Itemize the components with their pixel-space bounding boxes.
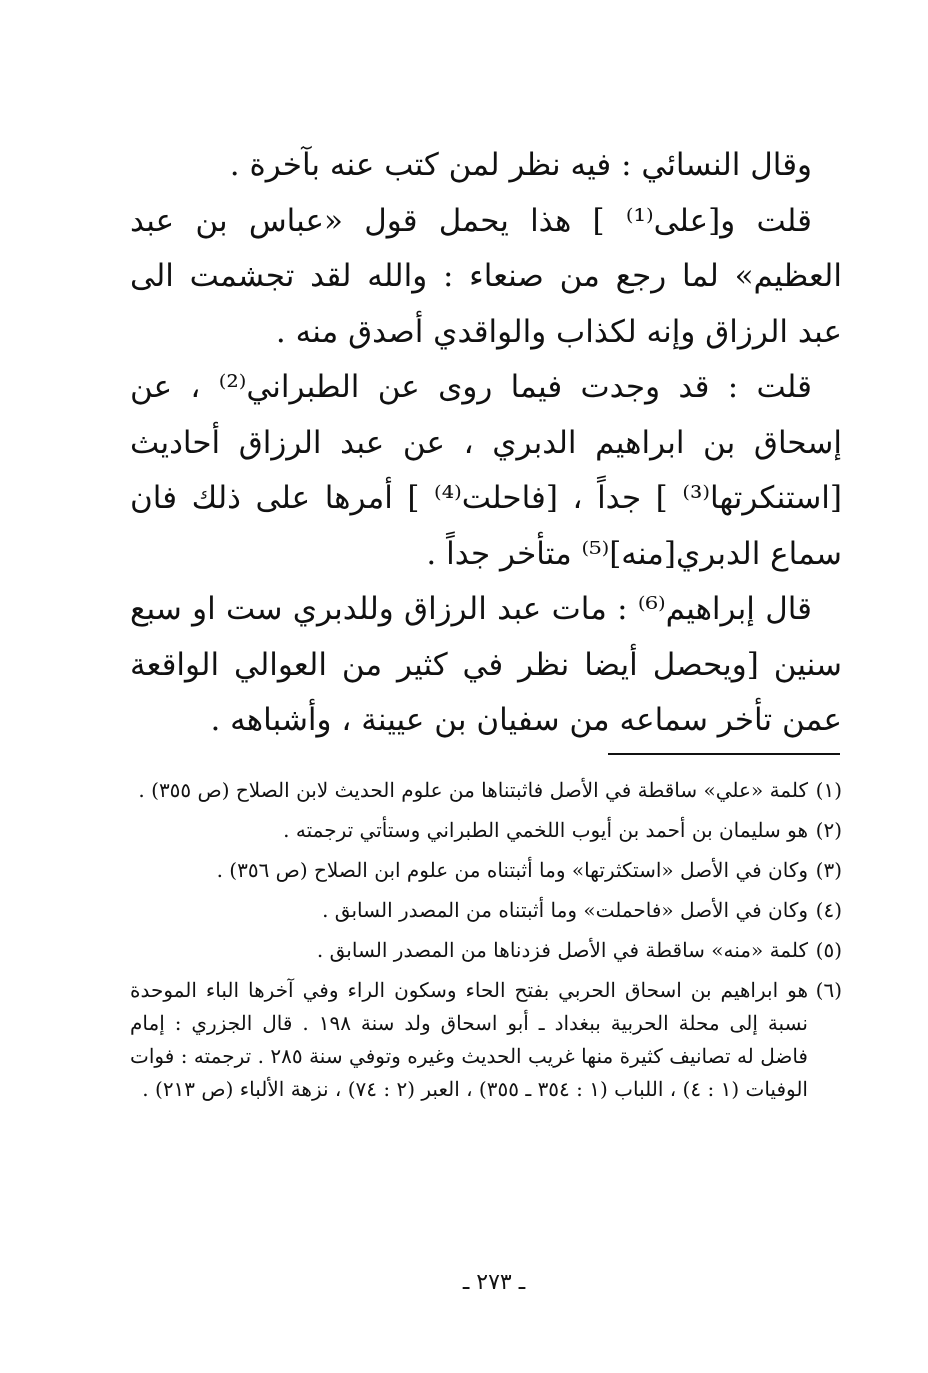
footnote-4 — [130, 894, 842, 927]
footnote-text: وكان في الأصل «فاحملت» وما أثبتناه من المصدر السابق . — [322, 898, 808, 922]
footnote-number: (٢) — [815, 818, 842, 842]
footnote-6 — [130, 974, 842, 1106]
footnote-text: هو سليمان بن أحمد بن أيوب اللخمي الطبراني وستأتي ترجمته . — [283, 818, 808, 842]
main-text — [130, 138, 842, 749]
paragraph-1: وقال النسائي : فيه نظر لمن كتب عنه بآخرة . — [229, 147, 812, 183]
footnote-text: كلمة «علي» ساقطة في الأصل فاثبتناها من علوم الحديث لابن الصلاح (ص ٣٥٥) . — [138, 778, 808, 802]
footnote-1 — [130, 774, 842, 807]
footnotes — [130, 774, 842, 1113]
page-number — [0, 1268, 928, 1298]
paragraph-4: قال إبراهيم⁽⁶⁾ : مات عبد الرزاق وللدبري ست او سبع سنين [ويحصل أيضا نظر في كثير من العوالي الواقعة عمن تأخر سماعه من سفيان بن عيينة ، وأشباهه . — [130, 591, 842, 738]
footnote-number: (٤) — [815, 898, 842, 922]
footnote-2 — [130, 814, 842, 847]
footnote-3 — [130, 854, 842, 887]
paragraph-2: قلت و[على⁽¹⁾ ] هذا يحمل قول «عباس بن عبد العظيم» لما رجع من صنعاء : والله لقد تجشمت الى عبد الرزاق وإنه لكذاب والواقدي أصدق منه . — [130, 202, 842, 350]
paragraph-3: قلت : قد وجدت فيما روى عن الطبراني⁽²⁾ ، عن إسحاق بن ابراهيم الدبري ، عن عبد الرزاق أحاديث [استنكرتها⁽³⁾ ] جداً ، [فاحلت⁽⁴⁾ ] أمرها على ذلك فان سماع الدبري[منه]⁽⁵⁾ متأخر جداً . — [130, 369, 842, 572]
footnote-text: وكان في الأصل «استكثرتها» وما أثبتناه من علوم ابن الصلاح (ص ٣٥٦) . — [216, 858, 808, 882]
footnote-5 — [130, 934, 842, 967]
footnote-number: (٦) — [815, 978, 842, 1002]
footnote-number: (١) — [815, 778, 842, 802]
footnote-number: (٣) — [815, 858, 842, 882]
footnote-text: هو ابراهيم بن اسحاق الحربي بفتح الحاء وسكون الراء وفي آخرها الباء الموحدة نسبة إلى محلة الحربية ببغداد ـ أبو اسحاق ولد سنة ١٩٨ . قال الجزري : إمام فاضل له تصانيف كثيرة منها غريب الحديث وغيره وتوفي سنة ٢٨٥ . ترجمته : فوات الوفيات (١ : ٤) ، اللباب (١ : ٣٥٤ ـ ٣٥٥) ، العبر (٢ : ٧٤) ، نزهة الألباء (ص ٢١٣) . — [130, 978, 808, 1101]
page-number-text: ـ ٢٧٣ ـ — [462, 1270, 526, 1295]
footnote-text: كلمة «منه» ساقطة في الأصل فزدناها من المصدر السابق . — [316, 938, 808, 962]
footnote-divider — [608, 753, 840, 755]
footnote-number: (٥) — [815, 938, 842, 962]
